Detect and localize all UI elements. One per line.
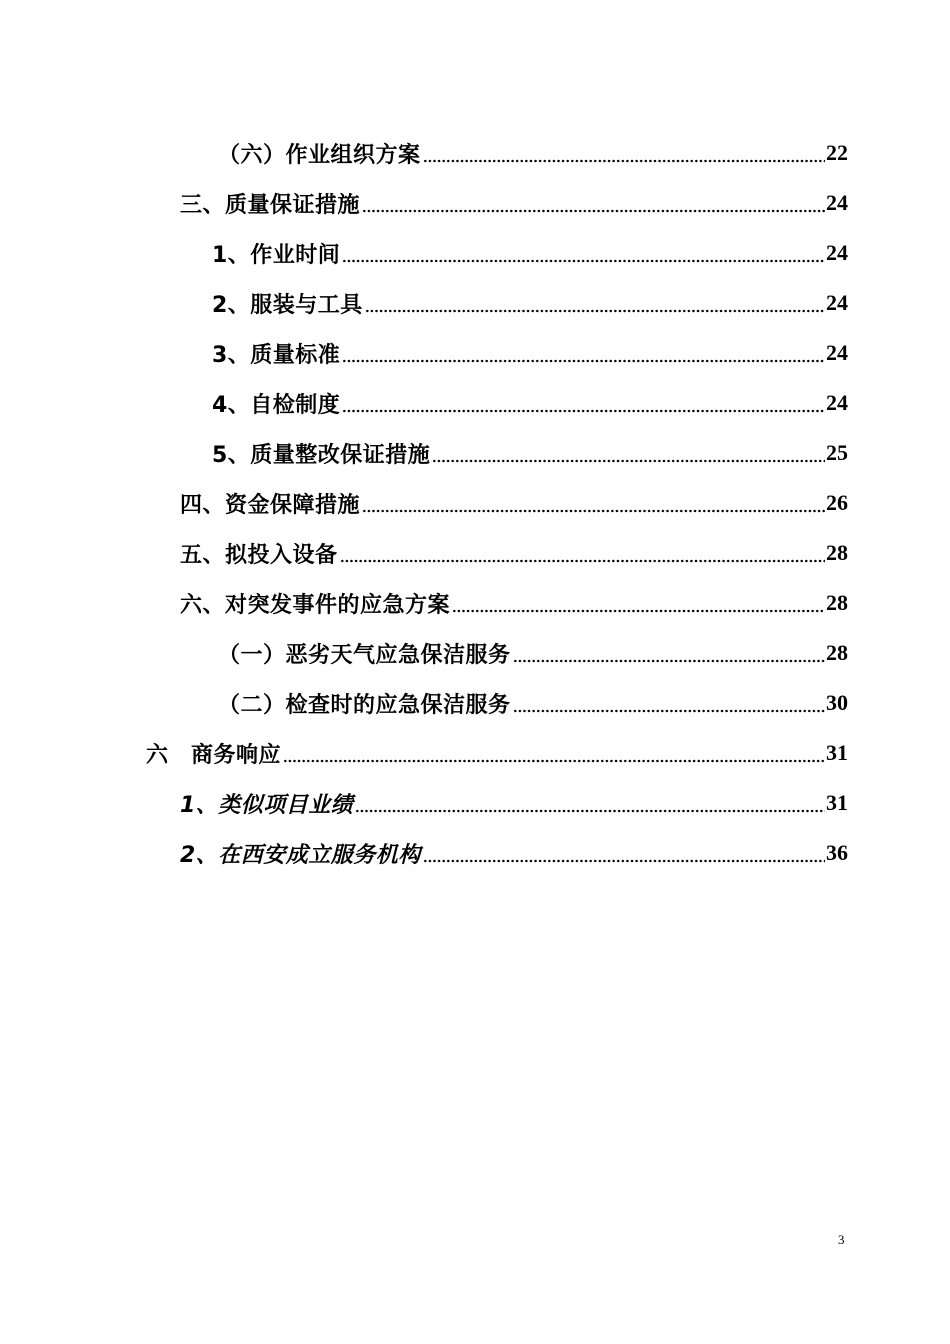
toc-entry-page: 30	[826, 690, 848, 715]
toc-entry[interactable]	[0, 178, 950, 228]
toc-entry-title: 5、质量整改保证措施	[212, 442, 431, 468]
toc-entry-page: 24	[826, 290, 848, 315]
dot-leader	[355, 792, 825, 814]
toc-entry-title: 三、质量保证措施	[180, 192, 361, 218]
toc-entry[interactable]	[0, 728, 950, 778]
dot-leader	[513, 642, 825, 664]
toc-entry-title: （二）检查时的应急保洁服务	[218, 692, 511, 718]
toc-entry[interactable]	[0, 128, 950, 178]
toc-entry[interactable]	[0, 428, 950, 478]
toc-entry-title: 2、服装与工具	[212, 292, 363, 318]
toc-entry-page: 24	[826, 390, 848, 415]
toc-entry-page: 26	[826, 490, 848, 515]
toc-entry-page: 36	[826, 840, 848, 865]
dot-leader	[423, 842, 825, 864]
toc-entry[interactable]	[0, 478, 950, 528]
toc-entry-page: 24	[826, 340, 848, 365]
toc-entry-title: 1、类似项目业绩	[180, 792, 354, 818]
toc-entry-title: （六）作业组织方案	[218, 142, 421, 168]
dot-leader	[452, 592, 825, 614]
toc-entry-title: 六、对突发事件的应急方案	[180, 592, 451, 618]
toc-entry[interactable]	[0, 528, 950, 578]
toc-entry-page: 28	[826, 640, 848, 665]
toc-entry[interactable]	[0, 278, 950, 328]
dot-leader	[365, 292, 825, 314]
toc-entry[interactable]	[0, 228, 950, 278]
toc-entry-title: （一）恶劣天气应急保洁服务	[218, 642, 511, 668]
toc-entry-page: 24	[826, 190, 848, 215]
toc-entry-title: 2、在西安成立服务机构	[180, 842, 421, 868]
toc-entry-title: 六 商务响应	[146, 742, 282, 768]
toc-entry-page: 22	[826, 140, 848, 165]
dot-leader	[513, 692, 825, 714]
dot-leader	[342, 342, 825, 364]
table-of-contents	[0, 128, 950, 878]
toc-entry-page: 24	[826, 240, 848, 265]
toc-entry-title: 1、作业时间	[212, 242, 341, 268]
toc-entry-title: 四、资金保障措施	[180, 492, 361, 518]
page-number: 3	[838, 1232, 845, 1247]
dot-leader	[362, 192, 825, 214]
toc-entry-page: 28	[826, 590, 848, 615]
dot-leader	[342, 392, 825, 414]
toc-entry[interactable]	[0, 328, 950, 378]
toc-entry-page: 28	[826, 540, 848, 565]
dot-leader	[340, 542, 825, 564]
toc-entry[interactable]	[0, 578, 950, 628]
toc-entry-title: 五、拟投入设备	[180, 542, 338, 568]
dot-leader	[342, 242, 825, 264]
toc-entry-title: 3、质量标准	[212, 342, 341, 368]
dot-leader	[423, 142, 825, 164]
dot-leader	[432, 442, 825, 464]
dot-leader	[283, 742, 825, 764]
toc-entry[interactable]	[0, 378, 950, 428]
toc-entry-page: 25	[826, 440, 848, 465]
toc-entry[interactable]	[0, 778, 950, 828]
toc-entry[interactable]	[0, 628, 950, 678]
toc-entry-page: 31	[826, 740, 848, 765]
toc-entry[interactable]	[0, 828, 950, 878]
toc-entry[interactable]	[0, 678, 950, 728]
toc-entry-title: 4、自检制度	[212, 392, 341, 418]
dot-leader	[362, 492, 825, 514]
toc-entry-page: 31	[826, 790, 848, 815]
